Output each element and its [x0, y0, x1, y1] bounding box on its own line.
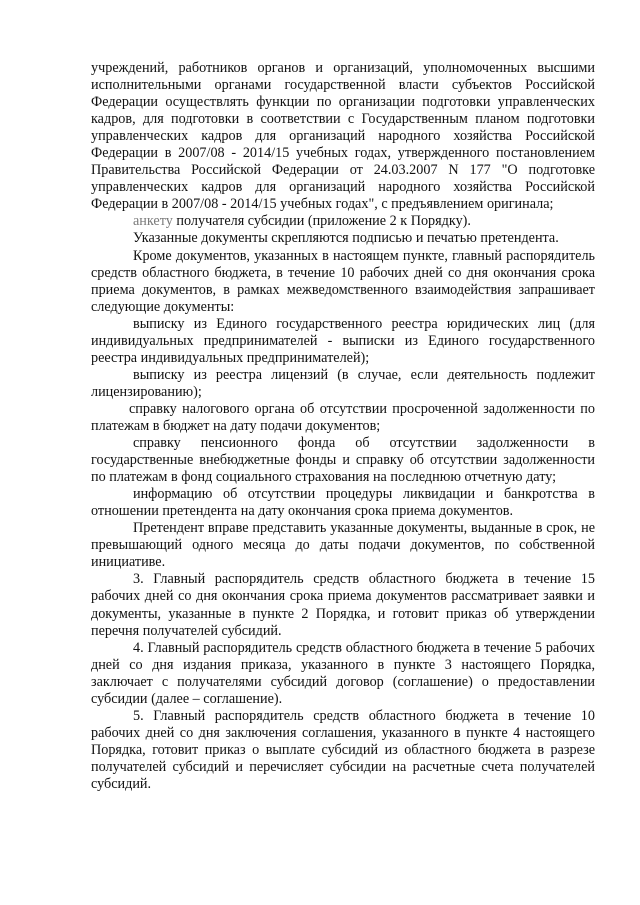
anketa-link[interactable]: анкету [133, 213, 173, 230]
paragraph-liquidation-info: информацию об отсутствии процедуры ликвидации и банкротства в отношении претендента на дату окончания срока приема документов. [91, 486, 595, 520]
paragraph-license-extract: выписку из реестра лицензий (в случае, если деятельность подлежит лицензированию); [91, 366, 595, 400]
paragraph-continuation: учреждений, работников органов и организаций, уполномоченных высшими исполнительными органами государственной власти субъектов Российской Федерации осуществлять функции по организации подготовки управленческих кадров, для подготовки в соответствии с Государственным планом подготовки управленческих кадров для организаций народного хозяйства Российской Федерации в 2007/08 - 2014/15 учебных годах, утвержденного постановлением Правительства Российской Федерации от 24.03.2007 N 177 "О подготовке управленческих кадров для организаций народного хозяйства Российской Федерации в 2007/08 - 2014/15 учебных годах", с предъявлением оригинала; [91, 60, 595, 213]
paragraph-own-initiative: Претендент вправе представить указанные документы, выданные в срок, не превышающий одного месяца до даты подачи документов, по собственной инициативе. [91, 520, 595, 571]
document-page [91, 60, 595, 793]
paragraph-egrul-extract: выписку из Единого государственного реестра юридических лиц (для индивидуальных предпринимателей - выписки из Единого государственного реестра индивидуальных предпринимателей); [91, 315, 595, 366]
paragraph-signature-note: Указанные документы скрепляются подписью и печатью претендента. [133, 230, 559, 247]
paragraph-pension-certificate: справку пенсионного фонда об отсутствии задолженности в государственные внебюджетные фонды и справку об отсутствии задолженности по платежам в фонд социального страхования на последнюю отчетную дату; [91, 435, 595, 486]
paragraph-item-5: 5. Главный распорядитель средств областного бюджета в течение 10 рабочих дней со дня заключения соглашения, указанного в пункте 4 настоящего Порядка, готовит приказ о выплате субсидий из областного бюджета в разрезе получателей субсидий и перечисляет субсидии на расчетные счета получателей субсидий. [91, 707, 595, 792]
paragraph-interagency-request: Кроме документов, указанных в настоящем пункте, главный распорядитель средств областного бюджета, в течение 10 рабочих дней со дня окончания срока приема документов, в рамках межведомственного взаимодействия запрашивает следующие документы: [91, 247, 595, 315]
anketa-text: получателя субсидии (приложение 2 к Порядку). [172, 213, 471, 230]
paragraph-tax-certificate: справку налогового органа об отсутствии просроченной задолженности по платежам в бюджет на дату подачи документов; [91, 400, 595, 434]
paragraph-item-3: 3. Главный распорядитель средств областного бюджета в течение 15 рабочих дней со дня окончания срока приема документов рассматривает заявки и документы, указанные в пункте 2 Порядка, и готовит приказ об утверждении перечня получателей субсидий. [91, 571, 595, 639]
paragraph-item-4: 4. Главный распорядитель средств областного бюджета в течение 5 рабочих дней со дня издания приказа, указанного в пункте 3 настоящего Порядка, заключает с получателями субсидий договор (соглашение) о предоставлении субсидии (далее – соглашение). [91, 639, 595, 707]
paragraph-anketa [91, 213, 595, 230]
